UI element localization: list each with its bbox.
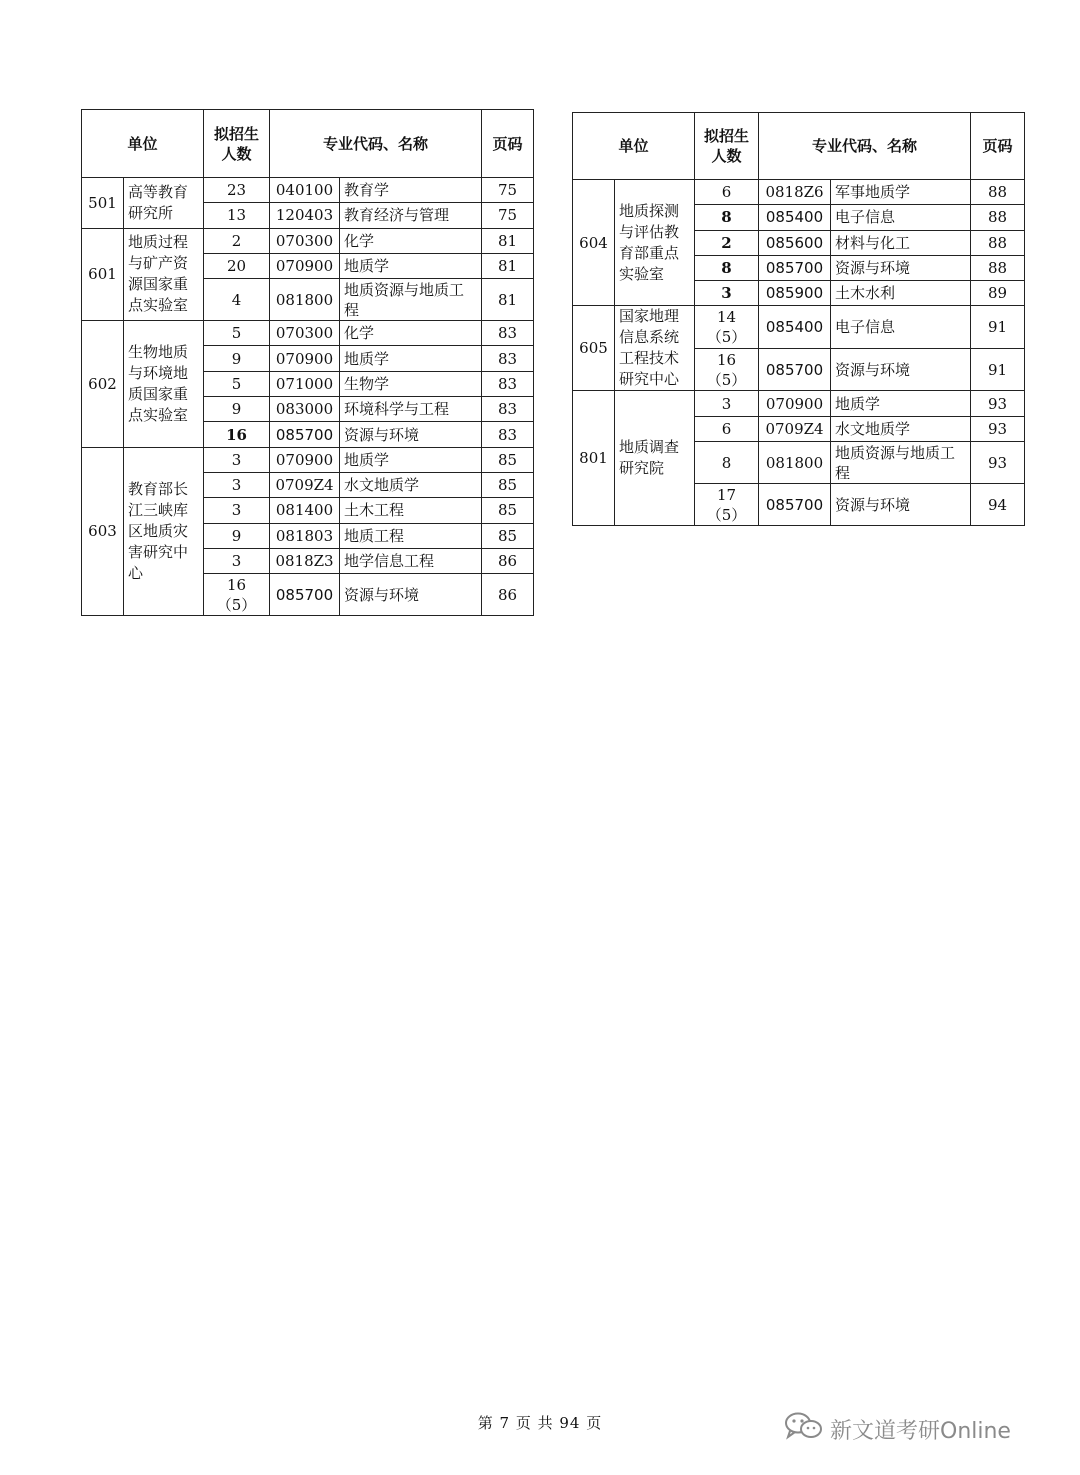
page-footer: 第 7 页 共 94 页 xyxy=(477,1414,603,1432)
count-value: 2 xyxy=(721,233,732,252)
major-name: 水文地质学 xyxy=(831,416,971,441)
unit-name: 生物地质与环境地质国家重点实验室 xyxy=(124,321,204,447)
enrollment-count xyxy=(204,447,270,472)
major-code: 070900 xyxy=(270,346,340,371)
count-value: 3 xyxy=(721,394,732,413)
enrollment-count xyxy=(695,180,759,205)
major-code: 0709Z4 xyxy=(759,416,831,441)
count-value: 9 xyxy=(231,526,242,545)
major-code: 081800 xyxy=(759,442,831,484)
major-code: 081800 xyxy=(270,279,340,321)
major-code: 070300 xyxy=(270,321,340,346)
unit-name: 教育部长江三峡库区地质灾害研究中心 xyxy=(124,447,204,615)
count-value: 5 xyxy=(231,324,242,343)
page-number: 88 xyxy=(971,180,1025,205)
unit-name: 地质过程与矿产资源国家重点实验室 xyxy=(124,228,204,321)
major-name: 地质学 xyxy=(340,253,482,278)
major-name: 地学信息工程 xyxy=(340,548,482,573)
count-value: 16 xyxy=(226,575,247,594)
header-major: 专业代码、名称 xyxy=(759,113,971,180)
enrollment-count xyxy=(204,321,270,346)
unit-code: 601 xyxy=(82,228,124,321)
admission-table-left xyxy=(81,109,534,616)
count-value: 20 xyxy=(226,257,247,276)
major-code: 085700 xyxy=(759,255,831,280)
unit-name: 高等教育研究所 xyxy=(124,178,204,229)
watermark xyxy=(784,1412,1011,1446)
page-number: 86 xyxy=(482,574,534,616)
count-value: 4 xyxy=(231,290,242,309)
page-number: 83 xyxy=(482,422,534,447)
count-value: 14 xyxy=(716,308,737,327)
major-code: 081803 xyxy=(270,523,340,548)
major-name: 生物学 xyxy=(340,371,482,396)
header-count: 拟招生人数 xyxy=(204,110,270,178)
page-number: 89 xyxy=(971,281,1025,306)
enrollment-count xyxy=(204,253,270,278)
major-name: 资源与环境 xyxy=(831,484,971,526)
major-name: 资源与环境 xyxy=(831,255,971,280)
major-code: 085700 xyxy=(759,484,831,526)
count-value: 8 xyxy=(721,208,732,227)
major-name: 地质学 xyxy=(340,346,482,371)
unit-code: 603 xyxy=(82,447,124,615)
major-code: 085400 xyxy=(759,306,831,349)
major-name: 资源与环境 xyxy=(831,348,971,391)
wechat-icon xyxy=(784,1411,830,1447)
count-value: 16 xyxy=(716,350,737,369)
major-code: 085700 xyxy=(759,348,831,391)
major-code: 070900 xyxy=(270,447,340,472)
major-code: 085600 xyxy=(759,230,831,255)
count-value: 3 xyxy=(231,552,242,570)
count-value: 8 xyxy=(721,259,732,278)
major-name: 地质资源与地质工程 xyxy=(340,279,482,321)
enrollment-count xyxy=(204,548,270,573)
table-row xyxy=(82,178,534,203)
page-number: 85 xyxy=(482,472,534,497)
major-code: 040100 xyxy=(270,178,340,203)
count-value: 3 xyxy=(721,284,732,303)
page-number: 81 xyxy=(482,228,534,253)
unit-name: 地质调查研究院 xyxy=(615,391,695,526)
major-code: 085700 xyxy=(270,574,340,616)
major-name: 地质资源与地质工程 xyxy=(831,442,971,484)
count-value: 3 xyxy=(231,476,242,495)
page-number: 93 xyxy=(971,442,1025,484)
major-name: 化学 xyxy=(340,321,482,346)
watermark-text: 新文道考研Online xyxy=(830,1418,1011,1444)
page-number: 88 xyxy=(971,230,1025,255)
table-row xyxy=(82,447,534,472)
enrollment-count xyxy=(204,371,270,396)
enrollment-count xyxy=(695,391,759,416)
count-sub: （5） xyxy=(706,328,747,347)
major-name: 地质学 xyxy=(340,447,482,472)
header-count: 拟招生人数 xyxy=(695,113,759,180)
page-number: 83 xyxy=(482,321,534,346)
major-code: 070900 xyxy=(759,391,831,416)
enrollment-count xyxy=(204,178,270,203)
count-value: 16 xyxy=(226,425,247,444)
admission-table-right xyxy=(572,112,1025,526)
major-name: 水文地质学 xyxy=(340,472,482,497)
enrollment-count xyxy=(204,523,270,548)
enrollment-count xyxy=(695,416,759,441)
enrollment-count xyxy=(204,574,270,616)
header-unit: 单位 xyxy=(573,113,695,180)
count-sub: （5） xyxy=(706,370,747,389)
major-code: 085400 xyxy=(759,205,831,230)
table-row xyxy=(573,306,1025,349)
enrollment-count xyxy=(695,306,759,349)
unit-code: 501 xyxy=(82,178,124,229)
page-number: 85 xyxy=(482,498,534,523)
major-code: 085900 xyxy=(759,281,831,306)
page-number: 88 xyxy=(971,255,1025,280)
page-number: 88 xyxy=(971,205,1025,230)
page-number: 75 xyxy=(482,203,534,228)
count-value: 3 xyxy=(231,450,242,469)
unit-name: 地质探测与评估教育部重点实验室 xyxy=(615,180,695,306)
count-value: 6 xyxy=(721,419,732,438)
enrollment-count xyxy=(695,348,759,391)
major-code: 120403 xyxy=(270,203,340,228)
unit-code: 605 xyxy=(573,306,615,391)
count-value: 9 xyxy=(231,400,242,419)
header-unit: 单位 xyxy=(82,110,204,178)
major-name: 资源与环境 xyxy=(340,574,482,616)
count-value: 3 xyxy=(231,501,242,520)
enrollment-count xyxy=(204,498,270,523)
page-number: 93 xyxy=(971,416,1025,441)
major-name: 化学 xyxy=(340,228,482,253)
major-name: 土木工程 xyxy=(340,498,482,523)
major-code: 0709Z4 xyxy=(270,472,340,497)
table-row xyxy=(82,228,534,253)
count-value: 8 xyxy=(721,453,732,472)
enrollment-count xyxy=(204,397,270,422)
page-number: 85 xyxy=(482,523,534,548)
page-number: 83 xyxy=(482,397,534,422)
header-page: 页码 xyxy=(482,110,534,178)
page-number: 83 xyxy=(482,371,534,396)
header-page: 页码 xyxy=(971,113,1025,180)
unit-name: 国家地理信息系统工程技术研究中心 xyxy=(615,306,695,391)
page-number: 81 xyxy=(482,253,534,278)
major-name: 环境科学与工程 xyxy=(340,397,482,422)
count-value: 2 xyxy=(231,231,242,250)
page-number: 91 xyxy=(971,348,1025,391)
enrollment-count xyxy=(204,279,270,321)
count-value: 9 xyxy=(231,349,242,368)
major-code: 070900 xyxy=(270,253,340,278)
enrollment-count xyxy=(204,472,270,497)
enrollment-count xyxy=(204,346,270,371)
page-number: 94 xyxy=(971,484,1025,526)
page-number: 85 xyxy=(482,447,534,472)
enrollment-count xyxy=(204,422,270,447)
enrollment-count xyxy=(204,203,270,228)
page-number: 75 xyxy=(482,178,534,203)
table-header-row xyxy=(573,113,1025,180)
major-name: 材料与化工 xyxy=(831,230,971,255)
table-row xyxy=(82,321,534,346)
count-value: 13 xyxy=(226,206,247,225)
page-number: 83 xyxy=(482,346,534,371)
major-name: 土木水利 xyxy=(831,281,971,306)
header-major: 专业代码、名称 xyxy=(270,110,482,178)
major-name: 地质学 xyxy=(831,391,971,416)
count-value: 6 xyxy=(721,183,732,202)
major-name: 教育学 xyxy=(340,178,482,203)
major-name: 电子信息 xyxy=(831,205,971,230)
major-name: 地质工程 xyxy=(340,523,482,548)
enrollment-count xyxy=(695,205,759,230)
enrollment-count xyxy=(695,255,759,280)
unit-code: 602 xyxy=(82,321,124,447)
major-code: 085700 xyxy=(270,422,340,447)
major-code: 070300 xyxy=(270,228,340,253)
major-name: 教育经济与管理 xyxy=(340,203,482,228)
count-value: 23 xyxy=(226,181,247,200)
unit-code: 604 xyxy=(573,180,615,306)
major-code: 081400 xyxy=(270,498,340,523)
major-name: 军事地质学 xyxy=(831,180,971,205)
enrollment-count xyxy=(695,281,759,306)
major-code: 083000 xyxy=(270,397,340,422)
major-code: 0818Z6 xyxy=(759,180,831,205)
major-code: 071000 xyxy=(270,371,340,396)
count-sub: （5） xyxy=(216,595,257,614)
table-header-row xyxy=(82,110,534,178)
table-row xyxy=(573,391,1025,416)
major-name: 资源与环境 xyxy=(340,422,482,447)
enrollment-count xyxy=(695,230,759,255)
table-row xyxy=(573,180,1025,205)
enrollment-count xyxy=(695,442,759,484)
enrollment-count xyxy=(695,484,759,526)
page-number: 93 xyxy=(971,391,1025,416)
count-value: 5 xyxy=(231,374,242,393)
count-sub: （5） xyxy=(706,505,747,524)
enrollment-count xyxy=(204,228,270,253)
major-name: 电子信息 xyxy=(831,306,971,349)
unit-code: 801 xyxy=(573,391,615,526)
page-number: 86 xyxy=(482,548,534,573)
page-number: 91 xyxy=(971,306,1025,349)
count-value: 17 xyxy=(716,485,737,504)
major-code: 0818Z3 xyxy=(270,548,340,573)
page-number: 81 xyxy=(482,279,534,321)
